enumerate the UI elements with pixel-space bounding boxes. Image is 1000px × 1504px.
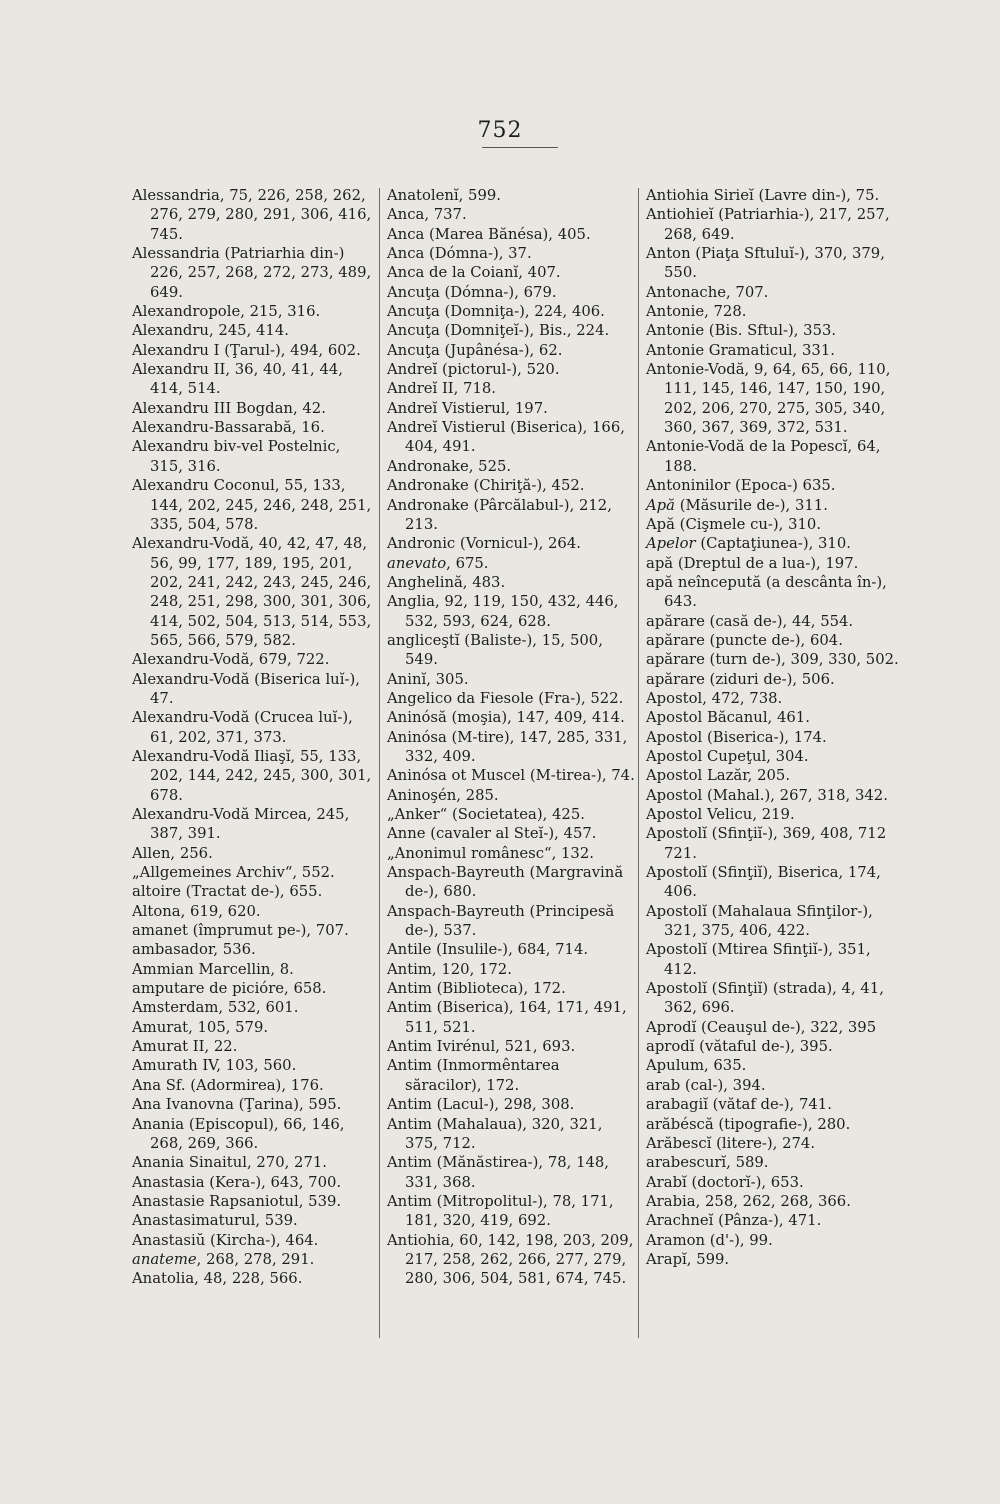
index-entry: Andronake (Chiriţă-), 452. [387, 477, 585, 495]
index-entry: Apostol (Mahal.), 267, 318, 342. [646, 786, 888, 804]
index-entry: Andronake (Pârcălabul-), 212, 213. [387, 496, 612, 533]
index-entry: Alexandru, 245, 414. [132, 322, 289, 340]
index-entry: Alessandria, 75, 226, 258, 262, 276, 279, 280, 291, 306, 416, 745. [132, 187, 372, 243]
index-entry: Apostolĭ (Mahalaua Sfinţilor-), 321, 375, 406, 422. [646, 902, 873, 940]
index-entry: Arabĭ (doctorĭ-), 653. [646, 1173, 804, 1191]
index-entry: Apostol, 472, 738. [646, 689, 783, 707]
index-entry: Anghelină, 483. [387, 573, 506, 591]
index-entry: Arabia, 258, 262, 268, 366. [646, 1192, 851, 1210]
index-entry-refs: , 268, 278, 291. [196, 1250, 315, 1268]
index-entry-refs: , 675. [446, 554, 489, 572]
index-entry: Anspach-Bayreuth (Principesă de-), 537. [387, 902, 615, 940]
index-entry: Ancuţa (Jupânésa-), 62. [387, 341, 563, 359]
index-entry: Anastasia (Kera-), 643, 700. [132, 1173, 342, 1191]
index-entry: arabagiĭ (vătaf de-), 741. [646, 1096, 832, 1114]
index-entry: Alexandru-Vodă (Biserica luĭ-), 47. [132, 670, 360, 707]
index-entry: Aramon (d'-), 99. [646, 1231, 773, 1249]
index-entry: angliceştĭ (Baliste-), 15, 500, 549. [387, 631, 603, 669]
index-entry: Andreĭ Vistierul, 197. [387, 399, 548, 417]
index-entry: Anglia, 92, 119, 150, 432, 446, 532, 593, 624, 628. [387, 593, 619, 630]
index-entry: Aninoşén, 285. [387, 786, 499, 804]
index-entry: Altona, 619, 620. [132, 902, 261, 920]
index-entry: amanet (împrumut pe-), 707. [132, 922, 349, 940]
index-entry: Antim, 120, 172. [387, 960, 512, 978]
index-entry: Aninósa ot Muscel (M-tirea-), 74. [387, 767, 635, 785]
index-entry: Anatolia, 48, 228, 566. [132, 1270, 303, 1288]
index-entry: aprodĭ (vătaful de-), 395. [646, 1038, 833, 1056]
index-entry: Arăbescĭ (litere-), 274. [646, 1134, 816, 1152]
index-entry: Andreĭ (pictorul-), 520. [387, 361, 560, 379]
index-entry-term-italic: anateme [132, 1250, 197, 1268]
index-entry: Antim (Lacul-), 298, 308. [387, 1096, 575, 1114]
index-entry: Ancuţa (Dómna-), 679. [387, 283, 557, 301]
index-entry: Alexandru-Vodă Mircea, 245, 387, 391. [132, 806, 350, 843]
index-entry: Andreĭ II, 718. [387, 380, 496, 398]
index-entry: Anca de la Coianĭ, 407. [387, 264, 561, 282]
index-entry: Anatolenĭ, 599. [387, 187, 501, 204]
page-number: 752 [477, 118, 523, 143]
index-entry: apărare (casă de-), 44, 554. [646, 612, 854, 630]
index-entry: Anania (Episcopul), 66, 146, 268, 269, 366. [132, 1115, 345, 1152]
index-entry: Antim (Biblioteca), 172. [387, 980, 566, 998]
index-entry: Alexandru-Vodă, 40, 42, 47, 48, 56, 99, 177, 189, 195, 201, 202, 241, 242, 243, 245, 246, 248, 251, 298, 300, 301, 306, 414, 502, 504, 513, 514, 553, 565, 566, 579, 582. [132, 535, 372, 649]
index-entry: Ana Ivanovna (Ţarina), 595. [132, 1096, 342, 1114]
index-entry: Alexandru-Vodă (Crucea luĭ-), 61, 202, 371, 373. [132, 709, 353, 746]
index-entry: Amurat, 105, 579. [132, 1018, 269, 1036]
index-entry: Anton (Piaţa Sftuluĭ-), 370, 379, 550. [646, 245, 885, 282]
index-column-3 [646, 186, 908, 1269]
index-entry: Apostolĭ (Mtirea Sfinţiĭ-), 351, 412. [646, 941, 871, 978]
index-entry: Ana Sf. (Adormirea), 176. [132, 1076, 324, 1094]
index-entry: Antonie-Vodă de la Popescĭ, 64, 188. [646, 438, 881, 475]
index-entry: Apostol Lazăr, 205. [646, 767, 791, 785]
index-entry: Angelico da Fiesole (Fra-), 522. [387, 689, 624, 707]
index-entry: Anastasiŭ (Kircha-), 464. [132, 1231, 319, 1249]
index-entry: Antonie-Vodă, 9, 64, 65, 66, 110, 111, 145, 146, 147, 150, 190, 202, 206, 270, 275, 305, 340, 360, 367, 369, 372, 531. [646, 361, 891, 437]
index-entry-refs: (Captaţiunea-), 310. [695, 535, 851, 553]
index-entry: Antim (Mănăstirea-), 78, 148, 331, 368. [387, 1154, 610, 1191]
page-number-underline [482, 147, 558, 148]
index-entry: Alexandru-Vodă Iliaşĭ, 55, 133, 202, 144, 242, 245, 300, 301, 678. [132, 747, 372, 804]
index-entry [132, 1250, 376, 1269]
index-entry: Andronic (Vornicul-), 264. [387, 535, 581, 553]
index-entry: Alexandru III Bogdan, 42. [132, 399, 326, 417]
index-entry: apărare (turn de-), 309, 330, 502. [646, 651, 899, 669]
index-entry: amputare de picióre, 658. [132, 980, 327, 998]
index-entry: Amurath IV, 103, 560. [132, 1057, 297, 1075]
index-entry: Alessandria (Patriarhia din-) 226, 257, 268, 272, 273, 489, 649. [132, 245, 372, 301]
index-entry: apă (Dreptul de a lua-), 197. [646, 554, 859, 572]
index-entry: Alexandru Coconul, 55, 133, 144, 202, 245, 246, 248, 251, 335, 504, 578. [132, 477, 372, 533]
index-entry: Anastasimaturul, 539. [132, 1212, 298, 1230]
index-entry: Apostol Cupeţul, 304. [646, 747, 809, 765]
index-entry: Anania Sinaitul, 270, 271. [132, 1154, 327, 1172]
index-entry: apă neîncepută (a descânta în-), 643. [646, 573, 887, 611]
index-entry: „Allgemeines Archiv“, 552. [132, 864, 335, 882]
index-entry: Apulum, 635. [646, 1057, 747, 1075]
index-entry: Aninósă (moşia), 147, 409, 414. [387, 709, 625, 727]
index-entry: Arachneĭ (Pânza-), 471. [646, 1212, 822, 1230]
index-entry: Ancuţa (Domniţeĭ-), Bis., 224. [387, 322, 610, 340]
index-entry: Alexandru-Vodă, 679, 722. [132, 651, 330, 669]
index-entry: Ancuţa (Domniţa-), 224, 406. [387, 303, 605, 321]
index-entry: Amurat II, 22. [132, 1038, 238, 1056]
index-entry: Anca, 737. [387, 206, 467, 224]
index-entry: Apostolĭ (Sfinţiĭ), Biserica, 174, 406. [646, 864, 881, 901]
index-entry: Alexandropole, 215, 316. [132, 303, 321, 321]
index-entry: Apostol (Biserica-), 174. [646, 728, 827, 746]
index-entry: ambasador, 536. [132, 941, 256, 959]
index-entry: arab (cal-), 394. [646, 1076, 766, 1094]
index-entry: arabescurĭ, 589. [646, 1154, 769, 1172]
index-entry: Antonache, 707. [646, 283, 769, 301]
index-entry: apărare (ziduri de-), 506. [646, 670, 835, 688]
index-entry: Anca (Dómna-), 37. [387, 245, 532, 263]
index-entry: Aprodĭ (Ceauşul de-), 322, 395 [646, 1018, 877, 1036]
index-entry: Amsterdam, 532, 601. [132, 999, 299, 1017]
index-entry: „Anker“ (Societatea), 425. [387, 806, 585, 823]
index-entry: Aninĭ, 305. [387, 670, 469, 688]
index-entry: Alexandru I (Ţarul-), 494, 602. [132, 341, 361, 359]
index-entry: Alexandru biv-vel Postelnic, 315, 316. [132, 438, 341, 475]
index-entry: Antim (Inmormêntarea săracilor), 172. [387, 1057, 560, 1094]
index-entry: Allen, 256. [132, 844, 213, 862]
index-entry: Antonie, 728. [646, 303, 747, 321]
index-entry [646, 496, 908, 515]
index-entry: Aninósa (M-tire), 147, 285, 331, 332, 409. [387, 728, 628, 765]
index-entry: Alexandru-Bassarabă, 16. [132, 419, 325, 437]
index-entry: Andronake, 525. [387, 457, 512, 475]
index-entry: „Anonimul românesc“, 132. [387, 844, 594, 862]
index-entry: Antiohia Sirieĭ (Lavre din-), 75. [646, 187, 880, 204]
index-column-1 [132, 186, 376, 1289]
index-entry: Antonie Gramaticul, 331. [646, 341, 835, 359]
index-entry [646, 534, 908, 553]
index-entry: altoire (Tractat de-), 655. [132, 883, 323, 901]
column-divider-1 [379, 188, 380, 1338]
index-entry: Apostol Băcanul, 461. [646, 709, 810, 727]
index-entry: Antim (Biserica), 164, 171, 491, 511, 521. [387, 999, 627, 1036]
index-entry: Anastasie Rapsaniotul, 539. [132, 1192, 342, 1210]
index-entry: Anspach-Bayreuth (Margravină de-), 680. [387, 864, 624, 901]
index-column-2 [387, 186, 637, 1289]
index-entry: Antim Ivirénul, 521, 693. [387, 1038, 576, 1056]
index-entry: Apostolĭ (Sfinţiĭ) (strada), 4, 41, 362, 696. [646, 980, 884, 1017]
index-entry [387, 554, 637, 573]
index-entry: Alexandru II, 36, 40, 41, 44, 414, 514. [132, 361, 343, 398]
index-entry: Antile (Insulile-), 684, 714. [387, 941, 589, 959]
index-entry-term-italic: Apă [646, 496, 675, 514]
index-entry: Antim (Mahalaua), 320, 321, 375, 712. [387, 1115, 603, 1152]
index-entry: Arapĭ, 599. [646, 1250, 730, 1268]
index-entry: Antonie (Bis. Sftul-), 353. [646, 322, 837, 340]
index-entry: Apostolĭ (Sfinţiĭ-), 369, 408, 712 721. [646, 825, 887, 862]
column-divider-2 [638, 188, 639, 1338]
index-entry: Anca (Marea Bănésa), 405. [387, 225, 591, 243]
index-entry: Antim (Mitropolitul-), 78, 171, 181, 320, 419, 692. [387, 1192, 614, 1230]
index-entry-term-italic: Apelor [646, 535, 696, 553]
index-entry: Antiohia, 60, 142, 198, 203, 209, 217, 258, 262, 266, 277, 279, 280, 306, 504, 581, 674, 745. [387, 1231, 634, 1288]
index-entry: apărare (puncte de-), 604. [646, 631, 843, 649]
index-entry: Antoninilor (Epoca-) 635. [646, 477, 836, 495]
index-entry: Antiohieĭ (Patriarhia-), 217, 257, 268, 649. [646, 206, 890, 243]
index-entry: Apă (Cişmele cu-), 310. [646, 515, 822, 533]
index-entry-term-italic: anevato [387, 554, 447, 572]
index-entry: Andreĭ Vistierul (Biserica), 166, 404, 491. [387, 419, 625, 456]
index-entry-refs: (Măsurile de-), 311. [674, 496, 828, 514]
index-entry: Apostol Velicu, 219. [646, 806, 795, 823]
index-entry: Anne (cavaler al Steĭ-), 457. [387, 825, 597, 843]
index-entry: Ammian Marcellin, 8. [132, 960, 294, 978]
index-entry: arăbéscă (tipografie-), 280. [646, 1115, 851, 1133]
